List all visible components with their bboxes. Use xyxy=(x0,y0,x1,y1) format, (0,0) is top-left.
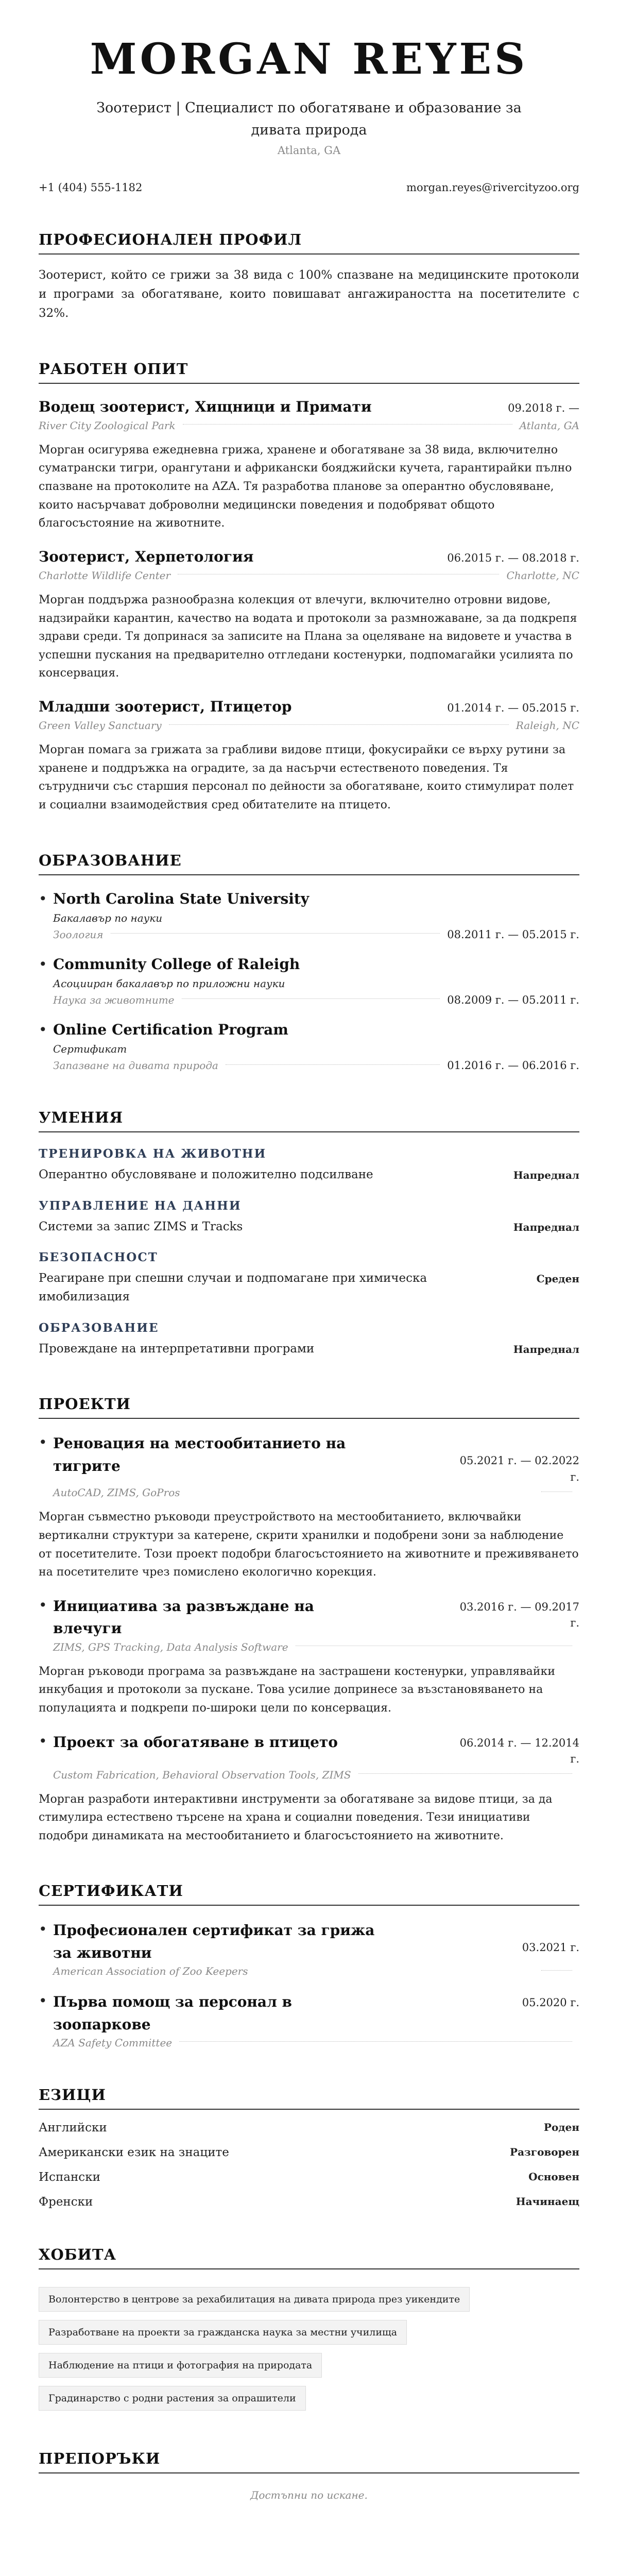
school-name: • Community College of Raleigh xyxy=(53,955,300,973)
languages-section xyxy=(39,2086,579,2209)
certification-issuer: AZA Safety Committee xyxy=(53,2036,173,2049)
hobbies-section xyxy=(39,2246,579,2413)
hobby-tag: Разработване на проекти за гражданска наука за местни училища xyxy=(39,2320,407,2345)
project-dates: 05.2021 г. — 02.2022 г. xyxy=(459,1454,579,1483)
project-name: • Реновация на местообитанието на тигрите xyxy=(53,1435,346,1475)
language-row xyxy=(39,2121,579,2134)
certification-name: • Първа помощ за персонал в зоопаркове xyxy=(53,1993,293,2033)
language-name: Английски xyxy=(39,2121,107,2134)
education-dates: 01.2016 г. — 06.2016 г. xyxy=(447,1059,579,1072)
leader-line xyxy=(358,1773,572,1774)
skills-section xyxy=(39,1109,579,1358)
section-title: СЕРТИФИКАТИ xyxy=(39,1882,579,1906)
section-title: ПРОЕКТИ xyxy=(39,1395,579,1419)
job-title: Зоотерист, Херпетология xyxy=(39,548,254,565)
skill-category: ТРЕНИРОВКА НА ЖИВОТНИ xyxy=(39,1147,267,1161)
education-dates: 08.2011 г. — 05.2015 г. xyxy=(447,928,579,941)
job-location: Raleigh, NC xyxy=(516,719,579,732)
job-description: Морган осигурява ежедневна грижа, хранене и обогатяване за 38 вида, включително суматрански тигри, орангутани и африкански бояджийски кучета, гарантирайки пълно спазване на протоколите на AZA. Тя разработва планове за оперантно обусловяване, които насърчават доброволни медицински поведения и подобряват общото благосъстояние на животните. xyxy=(39,443,572,530)
language-row xyxy=(39,2195,579,2209)
field-of-study: Наука за животните xyxy=(53,993,175,1006)
skill-group xyxy=(39,1147,579,1184)
job-dates: 09.2018 г. — xyxy=(508,401,579,414)
profile-text: Зоотерист, който се грижи за 38 вида с 100% спазване на медицинските протоколи и програми за обогатяване, които повишават ангажираността на посетителите с 32%. xyxy=(39,268,579,320)
project-dates: 06.2014 г. — 12.2014 г. xyxy=(459,1736,579,1766)
section-title: ПРЕПОРЪКИ xyxy=(39,2450,579,2473)
projects-section xyxy=(39,1395,579,1845)
job-title: Водещ зоотерист, Хищници и Примати xyxy=(39,398,372,415)
leader-line xyxy=(182,998,440,999)
language-name: Френски xyxy=(39,2195,93,2209)
education-entry xyxy=(39,889,579,941)
language-level: Основен xyxy=(528,2170,579,2183)
candidate-name: MORGAN REYES xyxy=(90,35,528,84)
field-of-study: Запазване на дивата природа xyxy=(53,1059,218,1072)
experience-section xyxy=(39,360,579,815)
skill-group xyxy=(39,1250,579,1306)
job-entry xyxy=(39,698,579,815)
skill-level: Напреднал xyxy=(513,1343,579,1355)
certification-name: • Професионален сертификат за грижа за животни xyxy=(53,1922,375,1961)
project-description: Морган ръководи програма за развъждане на застрашени костенурки, управлявайки инкубация и протоколи за пускане. Това усилие допринесе за възстановяването на популацията и подкрепи по-широки цели по консервация. xyxy=(39,1665,555,1715)
project-name: • Проект за обогатяване в птицето xyxy=(53,1733,338,1751)
skill-name: Реагиране при спешни случаи и подпомагане при химическа имобилизация xyxy=(39,1272,427,1304)
project-tools: ZIMS, GPS Tracking, Data Analysis Software xyxy=(53,1640,288,1653)
hobby-tag: Наблюдение на птици и фотография на природата xyxy=(39,2353,322,2378)
section-title: УМЕНИЯ xyxy=(39,1109,579,1132)
education-entry xyxy=(39,1020,579,1072)
project-entry xyxy=(39,1731,579,1845)
contact-row xyxy=(39,181,579,194)
profile-section xyxy=(39,231,579,323)
skill-name: Оперантно обусловяване и положително подсилване xyxy=(39,1168,373,1182)
language-level: Начинаещ xyxy=(516,2195,579,2208)
project-tools: Custom Fabrication, Behavioral Observation Tools, ZIMS xyxy=(53,1768,351,1781)
job-description: Морган поддържа разнообразна колекция от влечуги, включително отровни видове, надзирайки карантин, качество на водата и протоколи за размножаване, за да подкрепя здрави среди. Тя допринася за записите на Плана за оцеляване на видовете и участва в успешни пускания на предварително отгледани костенурки, подпомагайки усилията по консервация. xyxy=(39,593,577,680)
project-dates: 03.2016 г. — 09.2017 г. xyxy=(459,1600,579,1630)
leader-line xyxy=(179,2041,572,2042)
job-entry xyxy=(39,548,579,683)
certification-date: 05.2020 г. xyxy=(522,1996,579,2009)
education-entry xyxy=(39,954,579,1006)
language-name: Американски език на знаците xyxy=(39,2145,229,2159)
skill-name: Провеждане на интерпретативни програми xyxy=(39,1342,315,1355)
language-row xyxy=(39,2171,579,2184)
leader-line xyxy=(226,1064,440,1065)
project-description: Морган разработи интерактивни инструменти за обогатяване за видове птици, за да стимулира естествено търсене на храна и социални поведения. Тези инициативи подобри динамиката на местообитанието и благосъстоянието на животните. xyxy=(39,1792,553,1842)
hobby-list xyxy=(39,2281,579,2413)
school-name: • North Carolina State University xyxy=(53,890,310,907)
skill-category: УПРАВЛЕНИЕ НА ДАННИ xyxy=(39,1198,242,1213)
section-title: ХОБИТА xyxy=(39,2246,579,2269)
job-location: Atlanta, GA xyxy=(519,419,579,432)
language-level: Роден xyxy=(543,2121,579,2133)
job-location: Charlotte, NC xyxy=(506,569,579,582)
section-title: ПРОФЕСИОНАЛЕН ПРОФИЛ xyxy=(39,231,579,255)
section-title: ЕЗИЦИ xyxy=(39,2086,579,2110)
skill-group xyxy=(39,1321,579,1359)
skill-category: ОБРАЗОВАНИЕ xyxy=(39,1320,159,1335)
skill-level: Среден xyxy=(536,1273,579,1285)
job-dates: 01.2014 г. — 05.2015 г. xyxy=(447,702,579,715)
leader-line xyxy=(183,424,512,425)
skill-category: БЕЗОПАСНОСТ xyxy=(39,1250,158,1265)
certification-entry xyxy=(39,1991,579,2049)
job-organization: River City Zoological Park xyxy=(39,419,176,432)
resume-header xyxy=(39,37,579,157)
email[interactable]: morgan.reyes@rivercityzoo.org xyxy=(406,181,579,194)
language-row xyxy=(39,2146,579,2159)
section-title: ОБРАЗОВАНИЕ xyxy=(39,852,579,875)
degree: Бакалавър по науки xyxy=(53,911,163,924)
certification-entry xyxy=(39,1919,579,1977)
school-name: • Online Certification Program xyxy=(53,1021,288,1038)
hobby-tag: Градинарство с родни растения за опрашители xyxy=(39,2386,306,2411)
skill-group xyxy=(39,1199,579,1236)
job-organization: Green Valley Sanctuary xyxy=(39,719,162,732)
headline: Зоотерист | Специалист по обогатяване и образование за дивата природа xyxy=(96,100,522,139)
phone[interactable]: +1 (404) 555-1182 xyxy=(39,181,143,194)
job-entry xyxy=(39,398,579,533)
leader-line xyxy=(169,724,509,725)
certification-date: 03.2021 г. xyxy=(522,1941,579,1954)
job-description: Морган помага за грижата за грабливи видове птици, фокусирайки се върху рутини за хранене и поддръжка на оградите, за да насърчи естественото поведения. Тя сътрудничи със старшия персонал по дейности за обогатяване, които стимулират полет и социални взаимодействия сред обитателите на птицето. xyxy=(39,743,574,811)
degree: Сертификат xyxy=(53,1043,127,1056)
project-tools: AutoCAD, ZIMS, GoPros xyxy=(53,1486,180,1499)
language-name: Испански xyxy=(39,2170,100,2184)
location: Atlanta, GA xyxy=(277,144,341,157)
project-name: • Инициатива за развъждане на влечуги xyxy=(53,1597,314,1637)
education-dates: 08.2009 г. — 05.2011 г. xyxy=(447,993,579,1006)
project-entry xyxy=(39,1595,579,1718)
job-title: Младши зоотерист, Птицетор xyxy=(39,698,292,716)
hobby-tag: Волонтерство в центрове за рехабилитация на дивата природа през уикендите xyxy=(39,2287,470,2312)
leader-line xyxy=(111,933,440,934)
skill-level: Напреднал xyxy=(513,1169,579,1182)
job-organization: Charlotte Wildlife Center xyxy=(39,569,171,582)
leader-line xyxy=(541,1970,572,1971)
references-text: Достъпни по искане. xyxy=(250,2488,368,2501)
section-title: РАБОТЕН ОПИТ xyxy=(39,360,579,384)
skill-level: Напреднал xyxy=(513,1221,579,1233)
references-section xyxy=(39,2450,579,2501)
language-level: Разговорен xyxy=(510,2145,579,2158)
certification-issuer: American Association of Zoo Keepers xyxy=(53,1965,248,1978)
project-entry xyxy=(39,1432,579,1582)
certifications-section xyxy=(39,1882,579,2049)
field-of-study: Зоология xyxy=(53,928,104,941)
degree: Асоцииран бакалавър по приложни науки xyxy=(53,977,285,990)
project-description: Морган съвместно ръководи преустройството на местообитанието, включвайки вертикални структури за катерене, скрити хранилки и подобрени зони за наблюдение от посетителите. Този проект подобри благосъстоянието на животните и преживяването на посетителите чрез помислено екологично корекция. xyxy=(39,1511,579,1579)
job-dates: 06.2015 г. — 08.2018 г. xyxy=(447,551,579,564)
skill-name: Системи за запис ZIMS и Tracks xyxy=(39,1219,243,1233)
education-section xyxy=(39,852,579,1072)
